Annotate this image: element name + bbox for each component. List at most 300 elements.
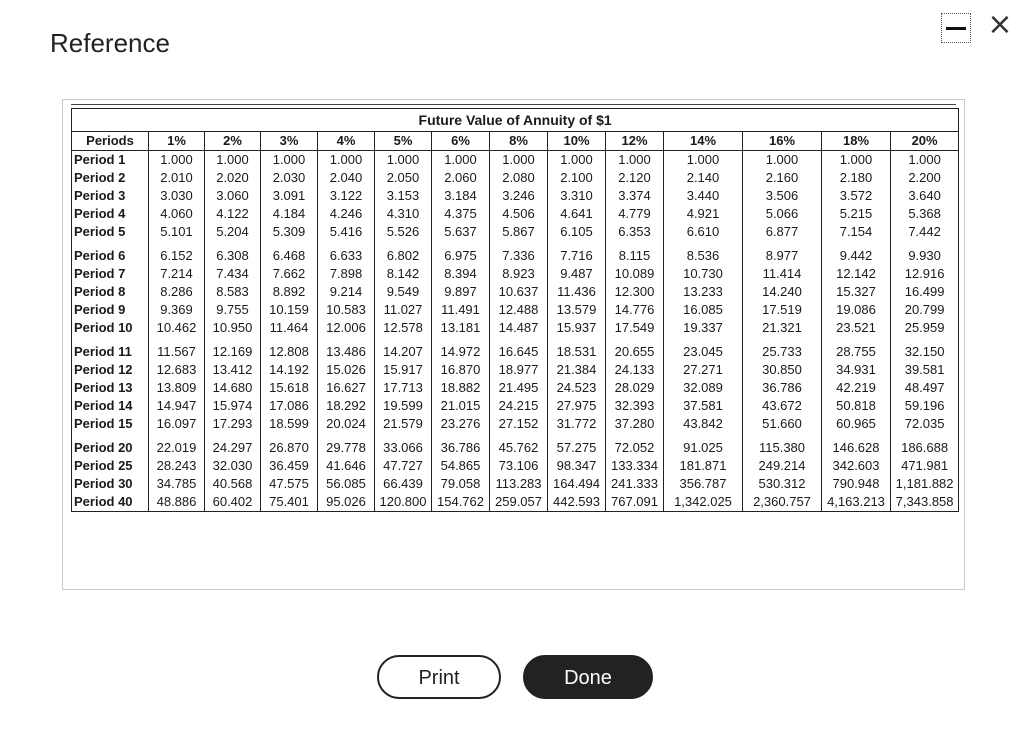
factor-cell: 9.549 <box>375 283 432 301</box>
factor-cell: 98.347 <box>548 457 606 475</box>
factor-cell: 8.536 <box>664 247 743 265</box>
period-label: Period 5 <box>72 223 149 241</box>
factor-cell: 19.599 <box>375 397 432 415</box>
factor-cell: 3.184 <box>432 187 490 205</box>
factor-cell: 8.892 <box>261 283 318 301</box>
factor-cell: 249.214 <box>743 457 822 475</box>
factor-cell: 9.897 <box>432 283 490 301</box>
factor-cell: 8.115 <box>606 247 664 265</box>
factor-cell: 2.010 <box>149 169 205 187</box>
factor-cell: 8.394 <box>432 265 490 283</box>
factor-cell: 22.019 <box>149 439 205 457</box>
factor-cell: 54.865 <box>432 457 490 475</box>
factor-cell: 47.575 <box>261 475 318 493</box>
factor-cell: 60.402 <box>205 493 261 512</box>
factor-cell: 164.494 <box>548 475 606 493</box>
factor-cell: 2.120 <box>606 169 664 187</box>
column-header-rate: 16% <box>743 132 822 151</box>
period-label: Period 15 <box>72 415 149 433</box>
factor-cell: 27.271 <box>664 361 743 379</box>
period-label: Period 12 <box>72 361 149 379</box>
factor-cell: 2.160 <box>743 169 822 187</box>
factor-cell: 5.309 <box>261 223 318 241</box>
factor-cell: 1.000 <box>606 151 664 170</box>
factor-cell: 32.030 <box>205 457 261 475</box>
factor-cell: 471.981 <box>891 457 959 475</box>
factor-cell: 50.818 <box>822 397 891 415</box>
minimize-icon <box>946 27 966 30</box>
factor-cell: 66.439 <box>375 475 432 493</box>
factor-cell: 6.353 <box>606 223 664 241</box>
period-label: Period 1 <box>72 151 149 170</box>
table-row <box>72 301 959 319</box>
factor-cell: 7.434 <box>205 265 261 283</box>
factor-cell: 3.091 <box>261 187 318 205</box>
factor-cell: 2.030 <box>261 169 318 187</box>
factor-cell: 2.140 <box>664 169 743 187</box>
table-row <box>72 319 959 337</box>
factor-cell: 4.060 <box>149 205 205 223</box>
factor-cell: 17.086 <box>261 397 318 415</box>
column-header-rate: 1% <box>149 132 205 151</box>
period-label: Period 14 <box>72 397 149 415</box>
factor-cell: 3.122 <box>318 187 375 205</box>
table-row <box>72 187 959 205</box>
factor-cell: 19.337 <box>664 319 743 337</box>
factor-cell: 23.521 <box>822 319 891 337</box>
factor-cell: 57.275 <box>548 439 606 457</box>
factor-cell: 186.688 <box>891 439 959 457</box>
table-row <box>72 415 959 433</box>
factor-cell: 5.867 <box>490 223 548 241</box>
factor-cell: 12.006 <box>318 319 375 337</box>
table-row <box>72 379 959 397</box>
factor-cell: 4.506 <box>490 205 548 223</box>
factor-cell: 31.772 <box>548 415 606 433</box>
factor-cell: 32.150 <box>891 343 959 361</box>
factor-cell: 2.050 <box>375 169 432 187</box>
factor-cell: 42.219 <box>822 379 891 397</box>
factor-cell: 5.637 <box>432 223 490 241</box>
factor-cell: 21.384 <box>548 361 606 379</box>
factor-cell: 14.240 <box>743 283 822 301</box>
factor-cell: 5.204 <box>205 223 261 241</box>
column-header-periods: Periods <box>72 132 149 151</box>
period-label: Period 3 <box>72 187 149 205</box>
factor-cell: 59.196 <box>891 397 959 415</box>
factor-cell: 10.730 <box>664 265 743 283</box>
factor-cell: 8.142 <box>375 265 432 283</box>
column-header-rate: 2% <box>205 132 261 151</box>
column-header-rate: 20% <box>891 132 959 151</box>
period-label: Period 8 <box>72 283 149 301</box>
factor-cell: 14.776 <box>606 301 664 319</box>
factor-cell: 12.808 <box>261 343 318 361</box>
factor-cell: 16.645 <box>490 343 548 361</box>
factor-cell: 47.727 <box>375 457 432 475</box>
factor-cell: 7.898 <box>318 265 375 283</box>
factor-cell: 115.380 <box>743 439 822 457</box>
factor-cell: 154.762 <box>432 493 490 512</box>
column-header-rate: 3% <box>261 132 318 151</box>
factor-cell: 16.499 <box>891 283 959 301</box>
factor-cell: 6.152 <box>149 247 205 265</box>
period-label: Period 20 <box>72 439 149 457</box>
factor-cell: 2.180 <box>822 169 891 187</box>
table-row <box>72 457 959 475</box>
factor-cell: 34.785 <box>149 475 205 493</box>
factor-cell: 24.215 <box>490 397 548 415</box>
factor-cell: 8.286 <box>149 283 205 301</box>
factor-cell: 30.850 <box>743 361 822 379</box>
factor-cell: 45.762 <box>490 439 548 457</box>
factor-cell: 32.393 <box>606 397 664 415</box>
factor-cell: 32.089 <box>664 379 743 397</box>
column-header-rate: 12% <box>606 132 664 151</box>
table-row <box>72 493 959 512</box>
factor-cell: 13.412 <box>205 361 261 379</box>
factor-cell: 19.086 <box>822 301 891 319</box>
factor-cell: 133.334 <box>606 457 664 475</box>
factor-cell: 5.101 <box>149 223 205 241</box>
factor-cell: 4.184 <box>261 205 318 223</box>
factor-cell: 7,343.858 <box>891 493 959 512</box>
factor-cell: 9.930 <box>891 247 959 265</box>
factor-cell: 4.375 <box>432 205 490 223</box>
factor-cell: 1.000 <box>261 151 318 170</box>
factor-cell: 1.000 <box>432 151 490 170</box>
period-label: Period 11 <box>72 343 149 361</box>
factor-cell: 36.786 <box>432 439 490 457</box>
factor-cell: 12.169 <box>205 343 261 361</box>
factor-cell: 2.020 <box>205 169 261 187</box>
factor-cell: 4.246 <box>318 205 375 223</box>
table-row <box>72 169 959 187</box>
minimize-button[interactable] <box>941 13 971 43</box>
factor-cell: 14.972 <box>432 343 490 361</box>
factor-cell: 2,360.757 <box>743 493 822 512</box>
factor-cell: 43.842 <box>664 415 743 433</box>
factor-cell: 48.497 <box>891 379 959 397</box>
factor-cell: 1.000 <box>743 151 822 170</box>
factor-cell: 18.531 <box>548 343 606 361</box>
factor-cell: 15.917 <box>375 361 432 379</box>
factor-cell: 1.000 <box>149 151 205 170</box>
factor-cell: 24.297 <box>205 439 261 457</box>
factor-cell: 16.870 <box>432 361 490 379</box>
period-label: Period 40 <box>72 493 149 512</box>
factor-cell: 13.809 <box>149 379 205 397</box>
factor-cell: 25.959 <box>891 319 959 337</box>
factor-cell: 12.488 <box>490 301 548 319</box>
table-row <box>72 151 959 170</box>
factor-cell: 7.154 <box>822 223 891 241</box>
factor-cell: 9.442 <box>822 247 891 265</box>
table-row <box>72 439 959 457</box>
factor-cell: 36.786 <box>743 379 822 397</box>
factor-cell: 24.523 <box>548 379 606 397</box>
factor-cell: 4.310 <box>375 205 432 223</box>
factor-cell: 13.486 <box>318 343 375 361</box>
factor-cell: 1,181.882 <box>891 475 959 493</box>
factor-cell: 36.459 <box>261 457 318 475</box>
factor-cell: 43.672 <box>743 397 822 415</box>
factor-cell: 18.977 <box>490 361 548 379</box>
column-header-rate: 6% <box>432 132 490 151</box>
factor-cell: 13.579 <box>548 301 606 319</box>
factor-cell: 13.233 <box>664 283 743 301</box>
factor-cell: 11.464 <box>261 319 318 337</box>
factor-cell: 5.368 <box>891 205 959 223</box>
factor-cell: 14.192 <box>261 361 318 379</box>
factor-cell: 4.122 <box>205 205 261 223</box>
factor-cell: 17.713 <box>375 379 432 397</box>
factor-cell: 10.583 <box>318 301 375 319</box>
period-label: Period 10 <box>72 319 149 337</box>
period-label: Period 9 <box>72 301 149 319</box>
dialog-title: Reference <box>50 28 170 58</box>
factor-cell: 9.487 <box>548 265 606 283</box>
factor-cell: 16.627 <box>318 379 375 397</box>
period-label: Period 25 <box>72 457 149 475</box>
factor-cell: 2.080 <box>490 169 548 187</box>
factor-cell: 4.921 <box>664 205 743 223</box>
table-row <box>72 361 959 379</box>
factor-cell: 79.058 <box>432 475 490 493</box>
factor-cell: 12.916 <box>891 265 959 283</box>
factor-cell: 27.152 <box>490 415 548 433</box>
period-label: Period 30 <box>72 475 149 493</box>
factor-cell: 3.374 <box>606 187 664 205</box>
period-label: Period 7 <box>72 265 149 283</box>
factor-cell: 28.029 <box>606 379 664 397</box>
factor-cell: 1.000 <box>822 151 891 170</box>
table-header-row <box>72 132 959 151</box>
factor-cell: 37.581 <box>664 397 743 415</box>
factor-cell: 3.506 <box>743 187 822 205</box>
column-header-rate: 18% <box>822 132 891 151</box>
factor-cell: 34.931 <box>822 361 891 379</box>
factor-cell: 20.024 <box>318 415 375 433</box>
column-header-rate: 10% <box>548 132 606 151</box>
factor-cell: 11.027 <box>375 301 432 319</box>
factor-cell: 25.733 <box>743 343 822 361</box>
period-label: Period 13 <box>72 379 149 397</box>
factor-cell: 2.100 <box>548 169 606 187</box>
factor-cell: 3.153 <box>375 187 432 205</box>
factor-cell: 18.599 <box>261 415 318 433</box>
factor-cell: 21.495 <box>490 379 548 397</box>
factor-cell: 40.568 <box>205 475 261 493</box>
factor-cell: 20.799 <box>891 301 959 319</box>
table-row <box>72 265 959 283</box>
factor-cell: 5.416 <box>318 223 375 241</box>
factor-cell: 7.442 <box>891 223 959 241</box>
factor-cell: 1,342.025 <box>664 493 743 512</box>
factor-cell: 530.312 <box>743 475 822 493</box>
factor-cell: 12.300 <box>606 283 664 301</box>
factor-cell: 18.882 <box>432 379 490 397</box>
factor-cell: 16.085 <box>664 301 743 319</box>
table-row <box>72 475 959 493</box>
factor-cell: 7.336 <box>490 247 548 265</box>
table-row <box>72 343 959 361</box>
factor-cell: 24.133 <box>606 361 664 379</box>
factor-cell: 12.578 <box>375 319 432 337</box>
factor-cell: 37.280 <box>606 415 664 433</box>
factor-cell: 18.292 <box>318 397 375 415</box>
factor-cell: 6.877 <box>743 223 822 241</box>
factor-cell: 21.579 <box>375 415 432 433</box>
factor-cell: 27.975 <box>548 397 606 415</box>
factor-cell: 2.060 <box>432 169 490 187</box>
column-header-rate: 8% <box>490 132 548 151</box>
factor-cell: 33.066 <box>375 439 432 457</box>
factor-cell: 7.662 <box>261 265 318 283</box>
factor-cell: 259.057 <box>490 493 548 512</box>
factor-cell: 1.000 <box>318 151 375 170</box>
factor-cell: 15.327 <box>822 283 891 301</box>
factor-cell: 14.207 <box>375 343 432 361</box>
factor-cell: 21.321 <box>743 319 822 337</box>
factor-cell: 356.787 <box>664 475 743 493</box>
factor-cell: 10.159 <box>261 301 318 319</box>
table-row <box>72 397 959 415</box>
factor-cell: 10.089 <box>606 265 664 283</box>
factor-cell: 11.567 <box>149 343 205 361</box>
factor-cell: 6.468 <box>261 247 318 265</box>
factor-cell: 9.214 <box>318 283 375 301</box>
factor-cell: 7.716 <box>548 247 606 265</box>
factor-cell: 6.308 <box>205 247 261 265</box>
factor-cell: 6.633 <box>318 247 375 265</box>
table-caption: Future Value of Annuity of $1 <box>72 109 959 132</box>
factor-cell: 181.871 <box>664 457 743 475</box>
period-label: Period 6 <box>72 247 149 265</box>
factor-cell: 6.975 <box>432 247 490 265</box>
factor-cell: 91.025 <box>664 439 743 457</box>
factor-cell: 1.000 <box>664 151 743 170</box>
factor-cell: 60.965 <box>822 415 891 433</box>
factor-cell: 73.106 <box>490 457 548 475</box>
factor-cell: 95.026 <box>318 493 375 512</box>
table-row <box>72 247 959 265</box>
factor-cell: 21.015 <box>432 397 490 415</box>
factor-cell: 442.593 <box>548 493 606 512</box>
factor-cell: 1.000 <box>375 151 432 170</box>
factor-cell: 120.800 <box>375 493 432 512</box>
factor-cell: 17.293 <box>205 415 261 433</box>
factor-cell: 9.755 <box>205 301 261 319</box>
factor-cell: 4,163.213 <box>822 493 891 512</box>
factor-cell: 15.618 <box>261 379 318 397</box>
factor-cell: 14.680 <box>205 379 261 397</box>
factor-cell: 1.000 <box>490 151 548 170</box>
factor-cell: 51.660 <box>743 415 822 433</box>
factor-cell: 2.040 <box>318 169 375 187</box>
factor-cell: 146.628 <box>822 439 891 457</box>
period-label: Period 2 <box>72 169 149 187</box>
table-row <box>72 283 959 301</box>
factor-cell: 5.215 <box>822 205 891 223</box>
factor-cell: 16.097 <box>149 415 205 433</box>
factor-cell: 113.283 <box>490 475 548 493</box>
factor-cell: 11.414 <box>743 265 822 283</box>
factor-cell: 4.641 <box>548 205 606 223</box>
factor-cell: 10.950 <box>205 319 261 337</box>
factor-cell: 3.246 <box>490 187 548 205</box>
factor-cell: 3.440 <box>664 187 743 205</box>
factor-cell: 790.948 <box>822 475 891 493</box>
factor-cell: 23.045 <box>664 343 743 361</box>
factor-cell: 1.000 <box>205 151 261 170</box>
factor-cell: 20.655 <box>606 343 664 361</box>
factor-cell: 14.487 <box>490 319 548 337</box>
factor-cell: 8.583 <box>205 283 261 301</box>
reference-table-frame <box>62 99 965 590</box>
factor-cell: 6.610 <box>664 223 743 241</box>
factor-cell: 39.581 <box>891 361 959 379</box>
close-icon[interactable]: × <box>987 7 1013 42</box>
factor-cell: 13.181 <box>432 319 490 337</box>
period-label: Period 4 <box>72 205 149 223</box>
factor-cell: 3.060 <box>205 187 261 205</box>
factor-cell: 8.923 <box>490 265 548 283</box>
factor-cell: 1.000 <box>891 151 959 170</box>
factor-cell: 11.436 <box>548 283 606 301</box>
factor-cell: 3.640 <box>891 187 959 205</box>
factor-cell: 342.603 <box>822 457 891 475</box>
done-button[interactable]: Done <box>523 655 653 699</box>
factor-cell: 10.462 <box>149 319 205 337</box>
factor-cell: 56.085 <box>318 475 375 493</box>
factor-cell: 75.401 <box>261 493 318 512</box>
factor-cell: 14.947 <box>149 397 205 415</box>
factor-cell: 72.052 <box>606 439 664 457</box>
factor-cell: 5.066 <box>743 205 822 223</box>
factor-cell: 767.091 <box>606 493 664 512</box>
factor-cell: 6.802 <box>375 247 432 265</box>
factor-cell: 4.779 <box>606 205 664 223</box>
table-top-rule <box>71 104 956 105</box>
column-header-rate: 4% <box>318 132 375 151</box>
factor-cell: 29.778 <box>318 439 375 457</box>
print-button[interactable]: Print <box>377 655 501 699</box>
factor-cell: 28.243 <box>149 457 205 475</box>
factor-cell: 12.142 <box>822 265 891 283</box>
table-row <box>72 205 959 223</box>
factor-cell: 72.035 <box>891 415 959 433</box>
factor-cell: 28.755 <box>822 343 891 361</box>
factor-cell: 23.276 <box>432 415 490 433</box>
factor-cell: 12.683 <box>149 361 205 379</box>
factor-cell: 5.526 <box>375 223 432 241</box>
factor-cell: 48.886 <box>149 493 205 512</box>
factor-cell: 15.974 <box>205 397 261 415</box>
column-header-rate: 14% <box>664 132 743 151</box>
future-value-annuity-table <box>71 108 959 512</box>
factor-cell: 17.519 <box>743 301 822 319</box>
factor-cell: 9.369 <box>149 301 205 319</box>
factor-cell: 6.105 <box>548 223 606 241</box>
factor-cell: 15.937 <box>548 319 606 337</box>
factor-cell: 2.200 <box>891 169 959 187</box>
factor-cell: 8.977 <box>743 247 822 265</box>
factor-cell: 3.572 <box>822 187 891 205</box>
factor-cell: 17.549 <box>606 319 664 337</box>
column-header-rate: 5% <box>375 132 432 151</box>
factor-cell: 10.637 <box>490 283 548 301</box>
